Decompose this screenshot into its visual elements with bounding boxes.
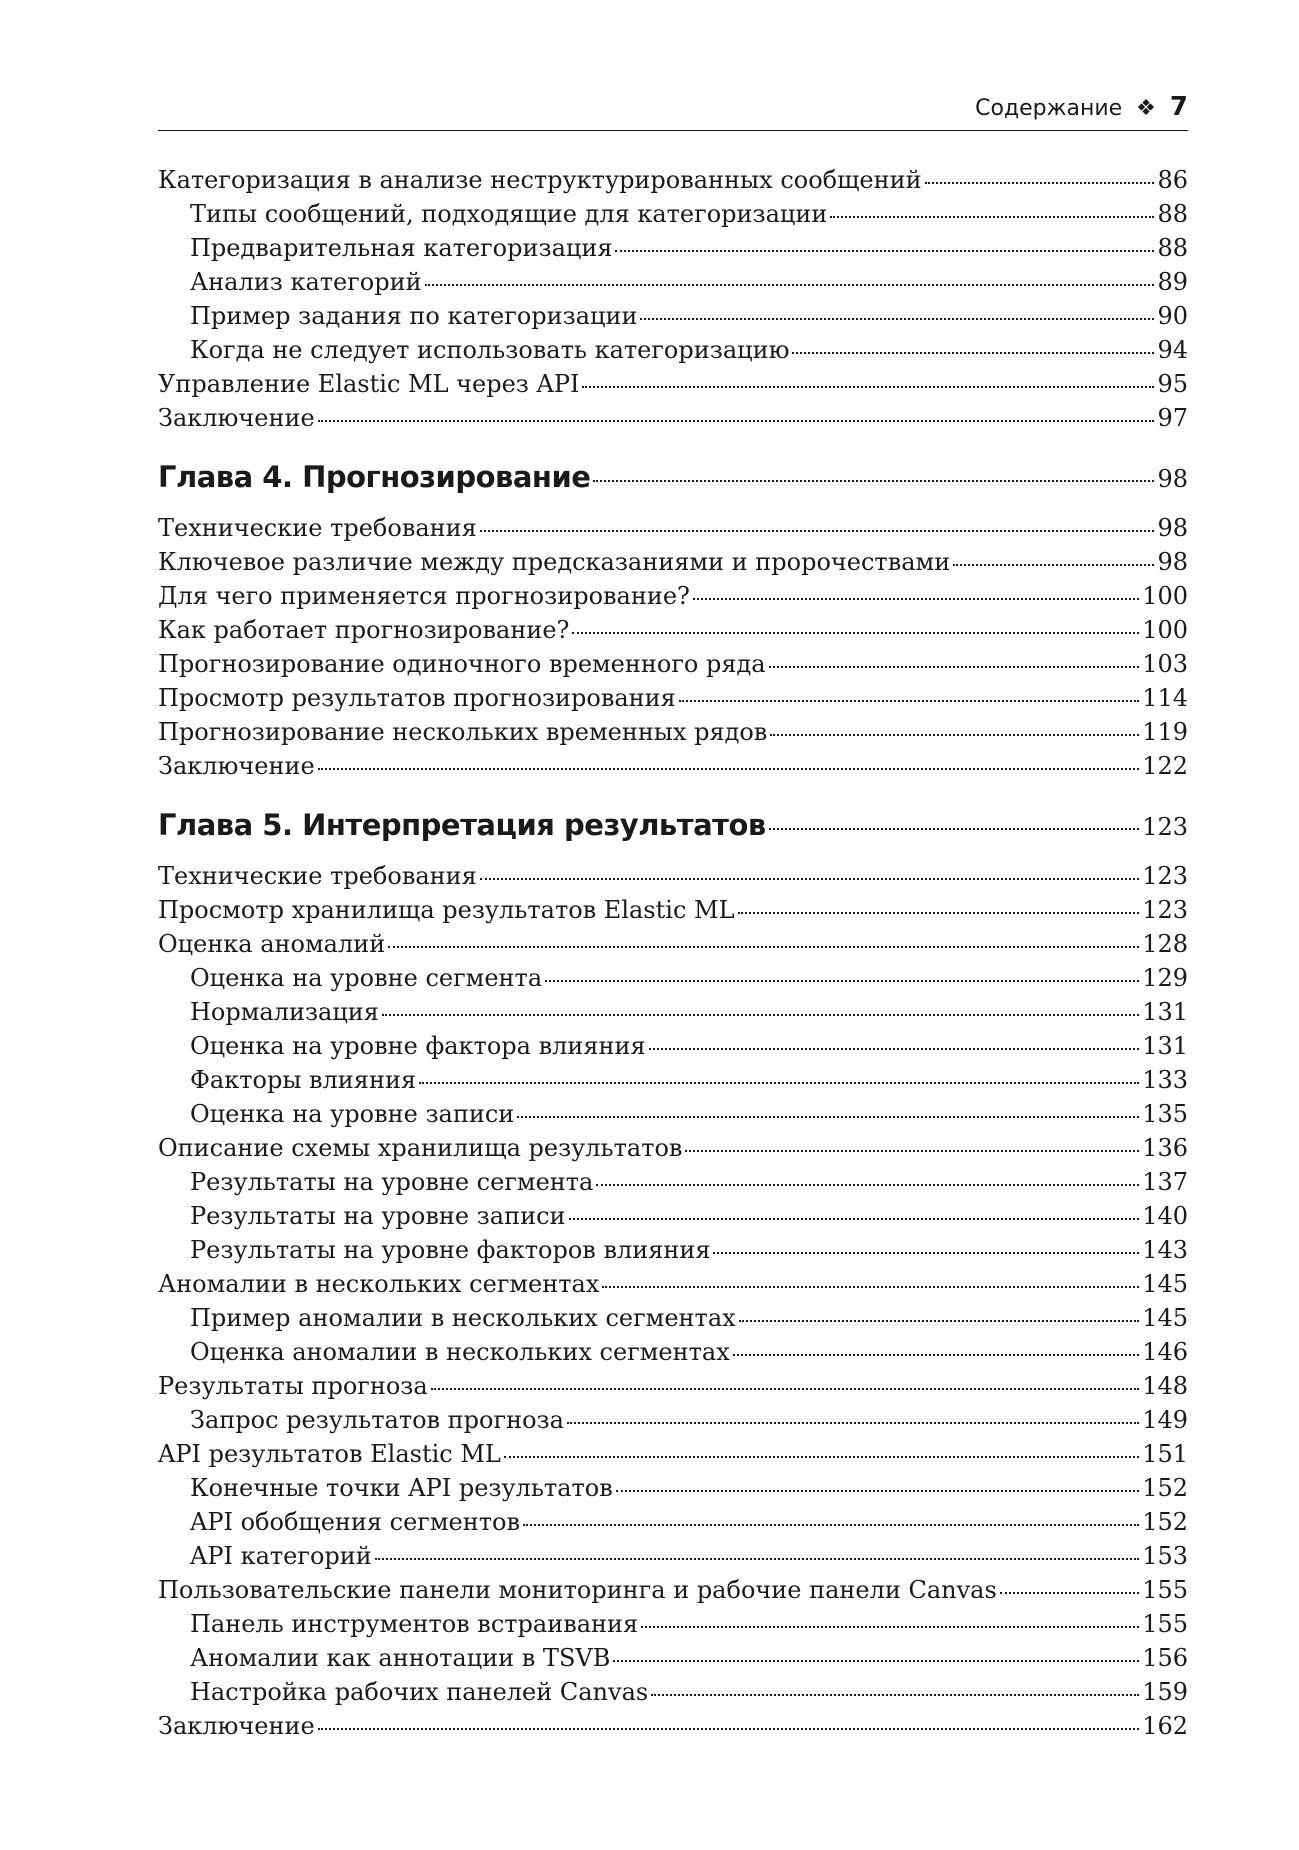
toc-entry-title: Для чего применяется прогнозирование?: [158, 582, 690, 610]
toc-entry[interactable]: [158, 1675, 1188, 1709]
toc-entry-page-number: 123: [1142, 862, 1188, 890]
toc-entry-page-number: 94: [1157, 336, 1188, 364]
toc-entry[interactable]: [158, 647, 1188, 681]
toc-entry[interactable]: [158, 1301, 1188, 1335]
toc-entry-title: API категорий: [190, 1542, 372, 1570]
dot-leader: [569, 1218, 1140, 1220]
toc-entry-title: Как работает прогнозирование?: [158, 616, 570, 644]
toc-entry-page-number: 135: [1142, 1100, 1188, 1128]
toc-entry[interactable]: [158, 1267, 1188, 1301]
toc-entry[interactable]: [158, 1233, 1188, 1267]
dot-leader: [318, 1728, 1140, 1730]
toc-entry-page-number: 159: [1142, 1678, 1188, 1706]
toc-entry[interactable]: [158, 1641, 1188, 1675]
chapter-page-number: 123: [1142, 813, 1188, 841]
toc-entry-page-number: 95: [1157, 370, 1188, 398]
dot-leader: [318, 420, 1155, 422]
dot-leader: [318, 768, 1140, 770]
toc-entry-title: Результаты прогноза: [158, 1372, 428, 1400]
toc-entry-page-number: 133: [1142, 1066, 1188, 1094]
table-of-contents: [158, 163, 1188, 1743]
toc-entry-title: Описание схемы хранилища результатов: [158, 1134, 683, 1162]
toc-entry-page-number: 86: [1157, 166, 1188, 194]
chapter-title: Глава 4. Прогнозирование: [158, 460, 591, 494]
toc-entry-page-number: 162: [1142, 1712, 1188, 1740]
toc-entry[interactable]: [158, 1199, 1188, 1233]
toc-entry-page-number: 151: [1142, 1440, 1188, 1468]
chapter-heading[interactable]: [158, 808, 1188, 853]
toc-entry-title: Анализ категорий: [190, 268, 422, 296]
dot-leader: [480, 878, 1139, 880]
header-rule: [158, 130, 1188, 131]
toc-entry-page-number: 119: [1142, 718, 1188, 746]
dot-leader: [596, 1184, 1139, 1186]
toc-entry-title: Прогнозирование нескольких временных рядов: [158, 718, 768, 746]
toc-entry-title: Пользовательские панели мониторинга и рабочие панели Canvas: [158, 1576, 997, 1604]
chapter-heading[interactable]: [158, 460, 1188, 505]
toc-entry-page-number: 98: [1157, 514, 1188, 542]
toc-entry[interactable]: [158, 231, 1188, 265]
toc-entry-page-number: 146: [1142, 1338, 1188, 1366]
toc-entry-title: API результатов Elastic ML: [158, 1440, 501, 1468]
toc-entry-page-number: 145: [1142, 1270, 1188, 1298]
toc-entry[interactable]: [158, 1097, 1188, 1131]
toc-entry-page-number: 148: [1142, 1372, 1188, 1400]
toc-entry[interactable]: [158, 1505, 1188, 1539]
toc-entry[interactable]: [158, 1471, 1188, 1505]
toc-entry-title: Нормализация: [190, 998, 379, 1026]
toc-entry-page-number: 155: [1142, 1576, 1188, 1604]
toc-entry-page-number: 156: [1142, 1644, 1188, 1672]
dot-leader: [613, 1660, 1139, 1662]
running-head-title: Содержание: [975, 96, 1123, 121]
toc-group-chapter3-continued: [158, 163, 1188, 435]
toc-entry-page-number: 114: [1142, 684, 1188, 712]
dot-leader: [651, 1694, 1139, 1696]
toc-entry-title: Панель инструментов встраивания: [190, 1610, 639, 1638]
toc-entry-title: Оценка аномалии в нескольких сегментах: [190, 1338, 730, 1366]
dot-leader: [431, 1388, 1139, 1390]
toc-entry-title: Управление Elastic ML через API: [158, 370, 580, 398]
dot-leader: [572, 632, 1139, 634]
toc-entry[interactable]: [158, 749, 1188, 783]
toc-entry-page-number: 100: [1142, 616, 1188, 644]
toc-entry-page-number: 103: [1142, 650, 1188, 678]
toc-entry-title: Прогнозирование одиночного временного ряда: [158, 650, 766, 678]
toc-entry[interactable]: [158, 1573, 1188, 1607]
page-number: 7: [1169, 92, 1188, 122]
dot-leader: [733, 1354, 1139, 1356]
dot-leader: [769, 828, 1139, 830]
toc-entry[interactable]: [158, 859, 1188, 893]
toc-entry-page-number: 123: [1142, 896, 1188, 924]
toc-entry-title: Аномалии в нескольких сегментах: [158, 1270, 600, 1298]
dot-leader: [419, 1082, 1139, 1084]
toc-entry-page-number: 97: [1157, 404, 1188, 432]
toc-entry[interactable]: [158, 995, 1188, 1029]
toc-entry[interactable]: [158, 197, 1188, 231]
toc-entry[interactable]: [158, 715, 1188, 749]
dot-leader: [425, 284, 1155, 286]
toc-entry[interactable]: [158, 545, 1188, 579]
dot-leader: [770, 734, 1139, 736]
chapter5-entries: [158, 859, 1188, 1743]
dot-leader: [693, 598, 1139, 600]
toc-entry-title: Категоризация в анализе неструктурированных сообщений: [158, 166, 922, 194]
toc-group-chapter4: [158, 460, 1188, 783]
toc-entry-page-number: 155: [1142, 1610, 1188, 1638]
toc-entry[interactable]: [158, 367, 1188, 401]
toc-entry-title: Результаты на уровне сегмента: [190, 1168, 594, 1196]
dot-leader: [769, 666, 1140, 668]
toc-entry-title: Результаты на уровне записи: [190, 1202, 566, 1230]
toc-entry-page-number: 136: [1142, 1134, 1188, 1162]
dot-leader: [738, 912, 1140, 914]
toc-entry-title: Технические требования: [158, 862, 477, 890]
dot-leader: [641, 1626, 1139, 1628]
toc-entry-title: Оценка аномалий: [158, 930, 386, 958]
toc-entry-title: Технические требования: [158, 514, 477, 542]
toc-entry-title: Предварительная категоризация: [190, 234, 613, 262]
toc-entry-page-number: 137: [1142, 1168, 1188, 1196]
toc-entry-title: Оценка на уровне фактора влияния: [190, 1032, 646, 1060]
toc-entry-title: Оценка на уровне записи: [190, 1100, 515, 1128]
chapter-page-number: 98: [1157, 465, 1188, 493]
toc-entry[interactable]: [158, 401, 1188, 435]
dot-leader: [545, 980, 1139, 982]
toc-entry[interactable]: [158, 265, 1188, 299]
dot-leader: [953, 564, 1154, 566]
toc-entry[interactable]: [158, 681, 1188, 715]
toc-entry-page-number: 145: [1142, 1304, 1188, 1332]
toc-entry-page-number: 152: [1142, 1508, 1188, 1536]
dot-leader: [567, 1422, 1139, 1424]
toc-entry-title: Когда не следует использовать категоризацию: [190, 336, 790, 364]
toc-entry-page-number: 89: [1157, 268, 1188, 296]
toc-entry[interactable]: [158, 1063, 1188, 1097]
dot-leader: [517, 1116, 1139, 1118]
toc-entry-title: Пример аномалии в нескольких сегментах: [190, 1304, 736, 1332]
toc-entry-page-number: 140: [1142, 1202, 1188, 1230]
toc-entry-title: Аномалии как аннотации в TSVB: [190, 1644, 611, 1672]
toc-entry-page-number: 122: [1142, 752, 1188, 780]
toc-entry[interactable]: [158, 579, 1188, 613]
toc-entry[interactable]: [158, 1029, 1188, 1063]
toc-entry-page-number: 149: [1142, 1406, 1188, 1434]
toc-entry-page-number: 129: [1142, 964, 1188, 992]
toc-entry[interactable]: [158, 1539, 1188, 1573]
toc-entry[interactable]: [158, 1607, 1188, 1641]
toc-entry-page-number: 131: [1142, 998, 1188, 1026]
toc-entry-title: Заключение: [158, 404, 315, 432]
toc-entry-title: Запрос результатов прогноза: [190, 1406, 564, 1434]
toc-group-chapter5: [158, 808, 1188, 1743]
dot-leader: [480, 530, 1155, 532]
toc-entry[interactable]: [158, 961, 1188, 995]
dot-leader: [713, 1252, 1139, 1254]
toc-entry[interactable]: [158, 893, 1188, 927]
toc-entry[interactable]: [158, 511, 1188, 545]
toc-entry-page-number: 143: [1142, 1236, 1188, 1264]
toc-entry-page-number: 131: [1142, 1032, 1188, 1060]
toc-entry-title: Настройка рабочих панелей Canvas: [190, 1678, 649, 1706]
toc-entry[interactable]: [158, 1369, 1188, 1403]
toc-entry[interactable]: [158, 1437, 1188, 1471]
toc-entry-title: Просмотр результатов прогнозирования: [158, 684, 676, 712]
toc-entry[interactable]: [158, 1403, 1188, 1437]
dot-leader: [382, 1014, 1139, 1016]
toc-entry[interactable]: [158, 1709, 1188, 1743]
dot-leader: [739, 1320, 1140, 1322]
dot-leader: [640, 318, 1154, 320]
toc-entry[interactable]: [158, 1335, 1188, 1369]
toc-entry-title: Ключевое различие между предсказаниями и пророчествами: [158, 548, 951, 576]
chapter-title: Глава 5. Интерпретация результатов: [158, 808, 766, 842]
toc-entry-title: API обобщения сегментов: [190, 1508, 520, 1536]
toc-entry-page-number: 128: [1142, 930, 1188, 958]
dot-leader: [523, 1524, 1139, 1526]
toc-entry-title: Заключение: [158, 752, 315, 780]
dot-leader: [504, 1456, 1139, 1458]
dot-leader: [615, 250, 1154, 252]
running-head: [975, 92, 1188, 122]
dot-leader: [616, 1490, 1139, 1492]
toc-entry-page-number: 88: [1157, 234, 1188, 262]
dot-leader: [388, 946, 1139, 948]
toc-entry[interactable]: [158, 1165, 1188, 1199]
dot-leader: [830, 216, 1154, 218]
toc-entry-page-number: 88: [1157, 200, 1188, 228]
toc-entry[interactable]: [158, 163, 1188, 197]
dot-leader: [593, 480, 1154, 482]
toc-entry-title: Типы сообщений, подходящие для категоризации: [190, 200, 828, 228]
toc-entry[interactable]: [158, 927, 1188, 961]
dot-leader: [1000, 1592, 1139, 1594]
toc-entry-title: Просмотр хранилища результатов Elastic ML: [158, 896, 735, 924]
dot-leader: [602, 1286, 1139, 1288]
toc-entry-title: Оценка на уровне сегмента: [190, 964, 543, 992]
toc-entry-page-number: 100: [1142, 582, 1188, 610]
toc-entry[interactable]: [158, 299, 1188, 333]
toc-entry-title: Заключение: [158, 1712, 315, 1740]
dot-leader: [792, 352, 1154, 354]
toc-entry-title: Конечные точки API результатов: [190, 1474, 613, 1502]
ornament-icon: ❖: [1136, 96, 1156, 121]
toc-entry-title: Результаты на уровне факторов влияния: [190, 1236, 711, 1264]
toc-entry-page-number: 90: [1157, 302, 1188, 330]
dot-leader: [649, 1048, 1140, 1050]
toc-entry-page-number: 152: [1142, 1474, 1188, 1502]
toc-entry[interactable]: [158, 1131, 1188, 1165]
toc-entry-title: Факторы влияния: [190, 1066, 417, 1094]
toc-entry-page-number: 153: [1142, 1542, 1188, 1570]
toc-entry-title: Пример задания по категоризации: [190, 302, 638, 330]
dot-leader: [925, 182, 1155, 184]
toc-entry-page-number: 98: [1157, 548, 1188, 576]
dot-leader: [375, 1558, 1139, 1560]
toc-entry[interactable]: [158, 613, 1188, 647]
chapter4-entries: [158, 511, 1188, 783]
dot-leader: [679, 700, 1139, 702]
toc-entry[interactable]: [158, 333, 1188, 367]
dot-leader: [685, 1150, 1139, 1152]
dot-leader: [582, 386, 1154, 388]
